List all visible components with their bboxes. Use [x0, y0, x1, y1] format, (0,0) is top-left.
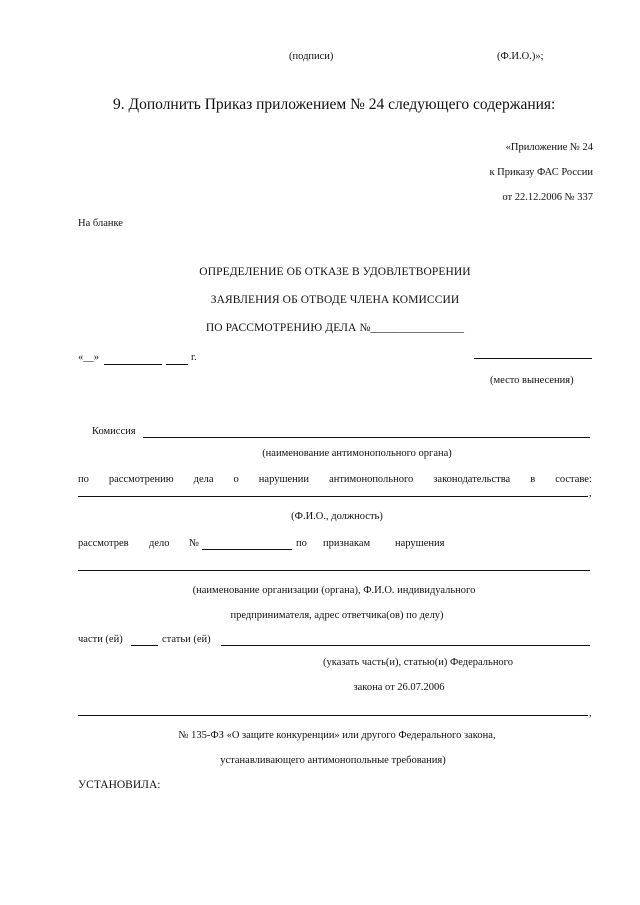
- appendix-line-1: «Приложение № 24: [505, 142, 593, 153]
- date-month-blank: [104, 364, 162, 365]
- fio-position-hint: (Ф.И.О., должность): [291, 511, 383, 522]
- parts-label: части (ей): [78, 634, 123, 645]
- law-bottom-line-1: № 135-ФЗ «О защите конкуренции» или другого Федерального закона,: [178, 730, 496, 741]
- articles-blank: [221, 645, 590, 646]
- parts-blank: [131, 645, 158, 646]
- articles-label: статьи (ей): [162, 634, 211, 645]
- signatures-label: (подписи): [289, 51, 334, 62]
- considered-word-6: нарушения: [395, 538, 445, 549]
- law-bottom-line-2: устанавливающего антимонопольные требования): [220, 755, 446, 766]
- title-line-1: ОПРЕДЕЛЕНИЕ ОБ ОТКАЗЕ В УДОВЛЕТВОРЕНИИ: [199, 266, 471, 278]
- date-year-suffix: г.: [191, 352, 197, 363]
- established-label: УСТАНОВИЛА:: [78, 779, 161, 791]
- considered-word-1: рассмотрев: [78, 538, 129, 549]
- considered-word-5: признакам: [323, 538, 371, 549]
- word: антимонопольного: [329, 474, 414, 485]
- org-hint-line-2: предпринимателя, адрес ответчика(ов) по делу): [230, 610, 444, 621]
- place-blank: [474, 358, 592, 359]
- word: составе:: [555, 474, 592, 485]
- composition-comma: ,: [589, 488, 592, 499]
- title-line-2: ЗАЯВЛЕНИЯ ОБ ОТВОДЕ ЧЛЕНА КОМИССИИ: [210, 294, 460, 306]
- case-number-blank: [202, 549, 292, 550]
- word: в: [530, 474, 536, 485]
- title-line-3: ПО РАССМОТРЕНИЮ ДЕЛА №________________: [205, 322, 465, 334]
- law-blank: [78, 715, 588, 716]
- fio-label: (Ф.И.О.)»;: [497, 51, 544, 62]
- commission-label: Комиссия: [92, 426, 136, 437]
- composition-blank: [78, 496, 588, 497]
- word: о: [233, 474, 239, 485]
- date-day-quotes: «__»: [78, 352, 99, 363]
- commission-blank: [143, 437, 590, 438]
- law-hint-line-2: закона от 26.07.2006: [353, 682, 445, 693]
- word: рассмотрению: [108, 474, 174, 485]
- org-hint-line-1: (наименование организации (органа), Ф.И.О. индивидуального: [192, 585, 476, 596]
- considered-word-4: по: [296, 538, 307, 549]
- considered-word-2: дело: [149, 538, 170, 549]
- appendix-line-3: от 22.12.2006 № 337: [502, 192, 593, 203]
- date-year-blank: [166, 364, 188, 365]
- law-hint-line-1: (указать часть(и), статью(и) Федерального: [323, 657, 513, 668]
- word: законодательства: [433, 474, 511, 485]
- word: нарушении: [258, 474, 310, 485]
- word: по: [78, 474, 89, 485]
- violation-blank: [78, 570, 590, 571]
- appendix-line-2: к Приказу ФАС России: [489, 167, 593, 178]
- item-9-heading: 9. Дополнить Приказ приложением № 24 следующего содержания:: [113, 96, 556, 113]
- place-label: (место вынесения): [490, 375, 574, 386]
- law-comma: ,: [589, 708, 592, 719]
- consideration-row: [78, 474, 592, 485]
- considered-number-sign: №: [189, 538, 200, 549]
- word: дела: [193, 474, 214, 485]
- commission-hint: (наименование антимонопольного органа): [262, 448, 452, 459]
- on-blank-label: На бланке: [78, 218, 123, 229]
